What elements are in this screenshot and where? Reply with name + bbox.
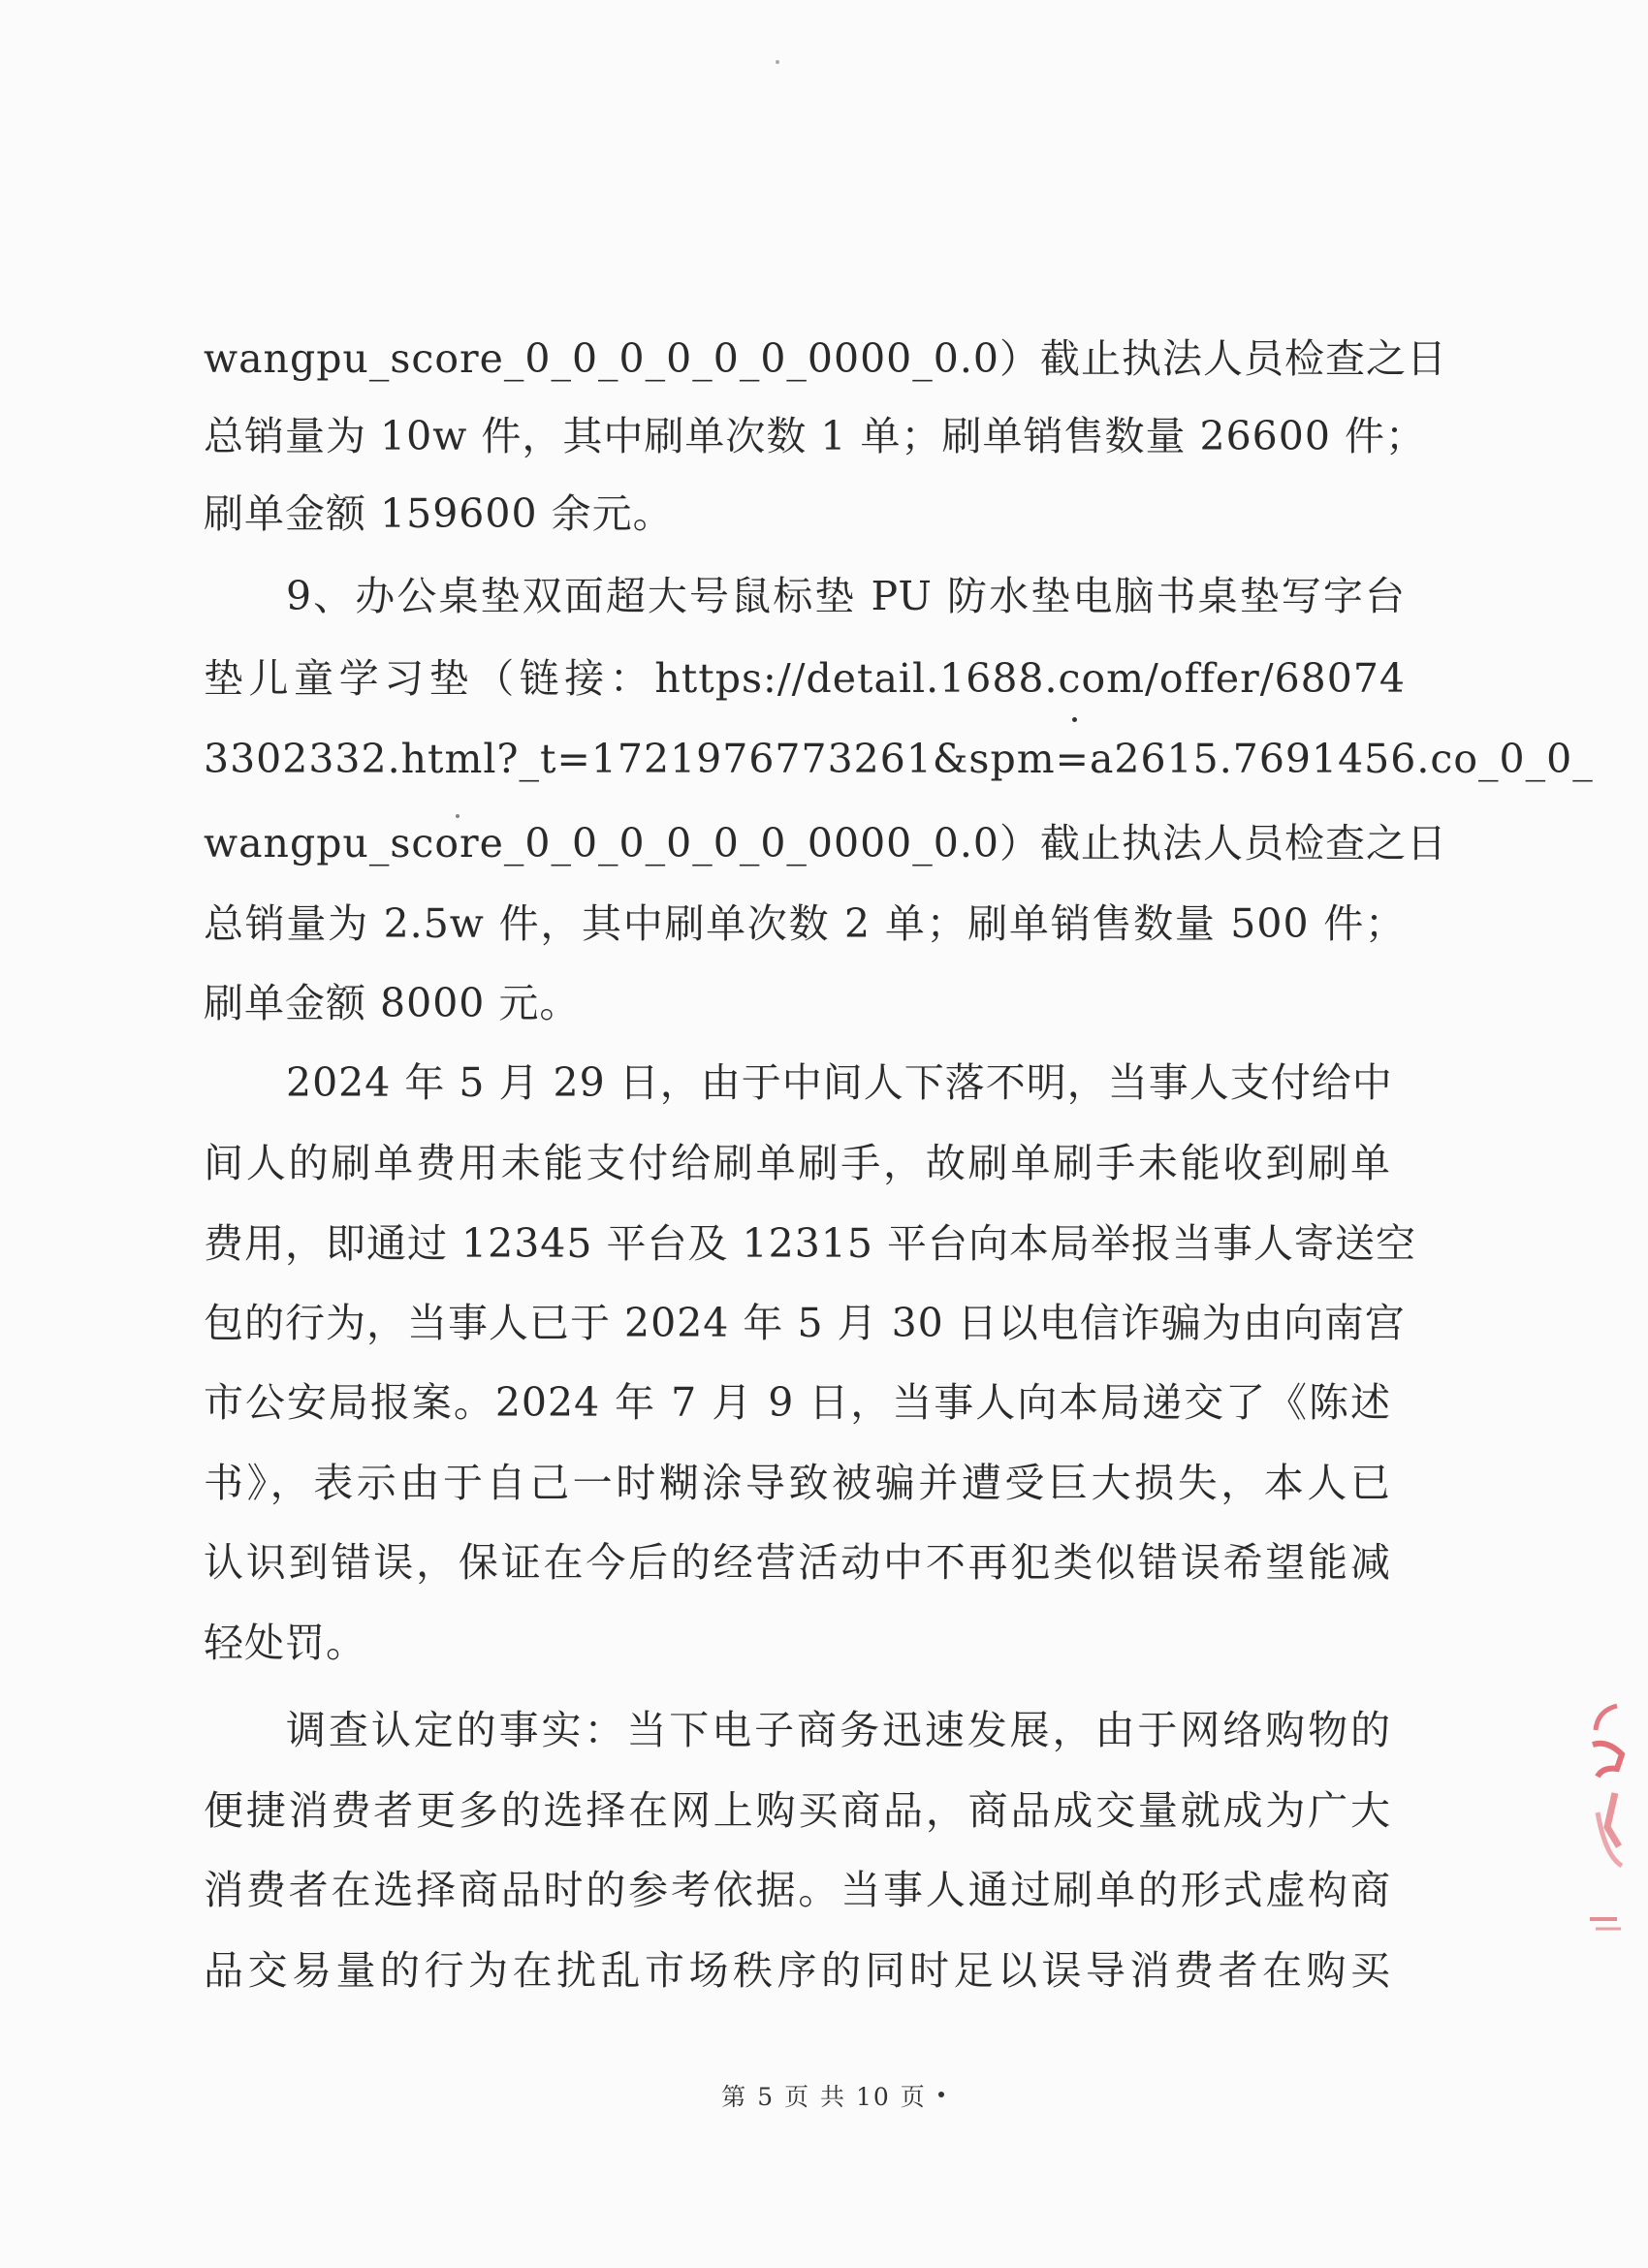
body-line: 刷单金额 159600 余元。 bbox=[204, 490, 674, 537]
scan-speck bbox=[776, 60, 779, 64]
scan-speck bbox=[1072, 717, 1077, 722]
body-line: 品交易量的行为在扰乱市场秩序的同时足以误导消费者在购买 bbox=[204, 1947, 1391, 1994]
body-line: 总销量为 2.5w 件，其中刷单次数 2 单；刷单销售数量 500 件； bbox=[204, 900, 1406, 947]
body-line: 总销量为 10w 件，其中刷单次数 1 单；刷单销售数量 26600 件； bbox=[204, 413, 1426, 459]
body-line: 9、办公桌垫双面超大号鼠标垫 PU 防水垫电脑书桌垫写字台 bbox=[286, 573, 1406, 619]
body-line: 刷单金额 8000 元。 bbox=[204, 980, 581, 1026]
scan-speck bbox=[456, 814, 460, 818]
page-number-footer: 第 5 页 共 10 页 bbox=[721, 2083, 927, 2111]
body-line: 便捷消费者更多的选择在网上购买商品，商品成交量就成为广大 bbox=[204, 1787, 1391, 1834]
body-line: 垫儿童学习垫（链接：https://detail.1688.com/offer/68074 bbox=[204, 655, 1406, 702]
body-line: 调查认定的事实：当下电子商务迅速发展，由于网络购物的 bbox=[286, 1707, 1391, 1753]
body-line: 书》，表示由于自己一时糊涂导致被骗并遭受巨大损失，本人已 bbox=[204, 1460, 1391, 1506]
scan-speck bbox=[938, 2092, 944, 2097]
body-line: 认识到错误，保证在今后的经营活动中不再犯类似错误希望能减 bbox=[204, 1539, 1391, 1586]
body-line: wangpu_score_0_0_0_0_0_0_0000_0.0）截止执法人员检查之日 bbox=[204, 335, 1447, 382]
body-line: 包的行为，当事人已于 2024 年 5 月 30 日以电信诈骗为由向南宫 bbox=[204, 1300, 1406, 1346]
body-line: 3302332.html?_t=1721976773261&spm=a2615.7691456.co_0_0_ bbox=[204, 736, 1594, 782]
body-line: 消费者在选择商品时的参考依据。当事人通过刷单的形式虚构商 bbox=[204, 1867, 1391, 1913]
body-line: 费用，即通过 12345 平台及 12315 平台向本局举报当事人寄送空 bbox=[204, 1220, 1416, 1267]
seal-fragment-icon bbox=[1578, 1701, 1627, 1934]
body-line: 2024 年 5 月 29 日，由于中间人下落不明，当事人支付给中 bbox=[286, 1059, 1393, 1106]
body-line: wangpu_score_0_0_0_0_0_0_0000_0.0）截止执法人员检查之日 bbox=[204, 820, 1447, 866]
body-line: 市公安局报案。2024 年 7 月 9 日，当事人向本局递交了《陈述 bbox=[204, 1379, 1391, 1426]
body-line: 轻处罚。 bbox=[204, 1620, 366, 1666]
body-line: 间人的刷单费用未能支付给刷单刷手，故刷单刷手未能收到刷单 bbox=[204, 1140, 1391, 1186]
